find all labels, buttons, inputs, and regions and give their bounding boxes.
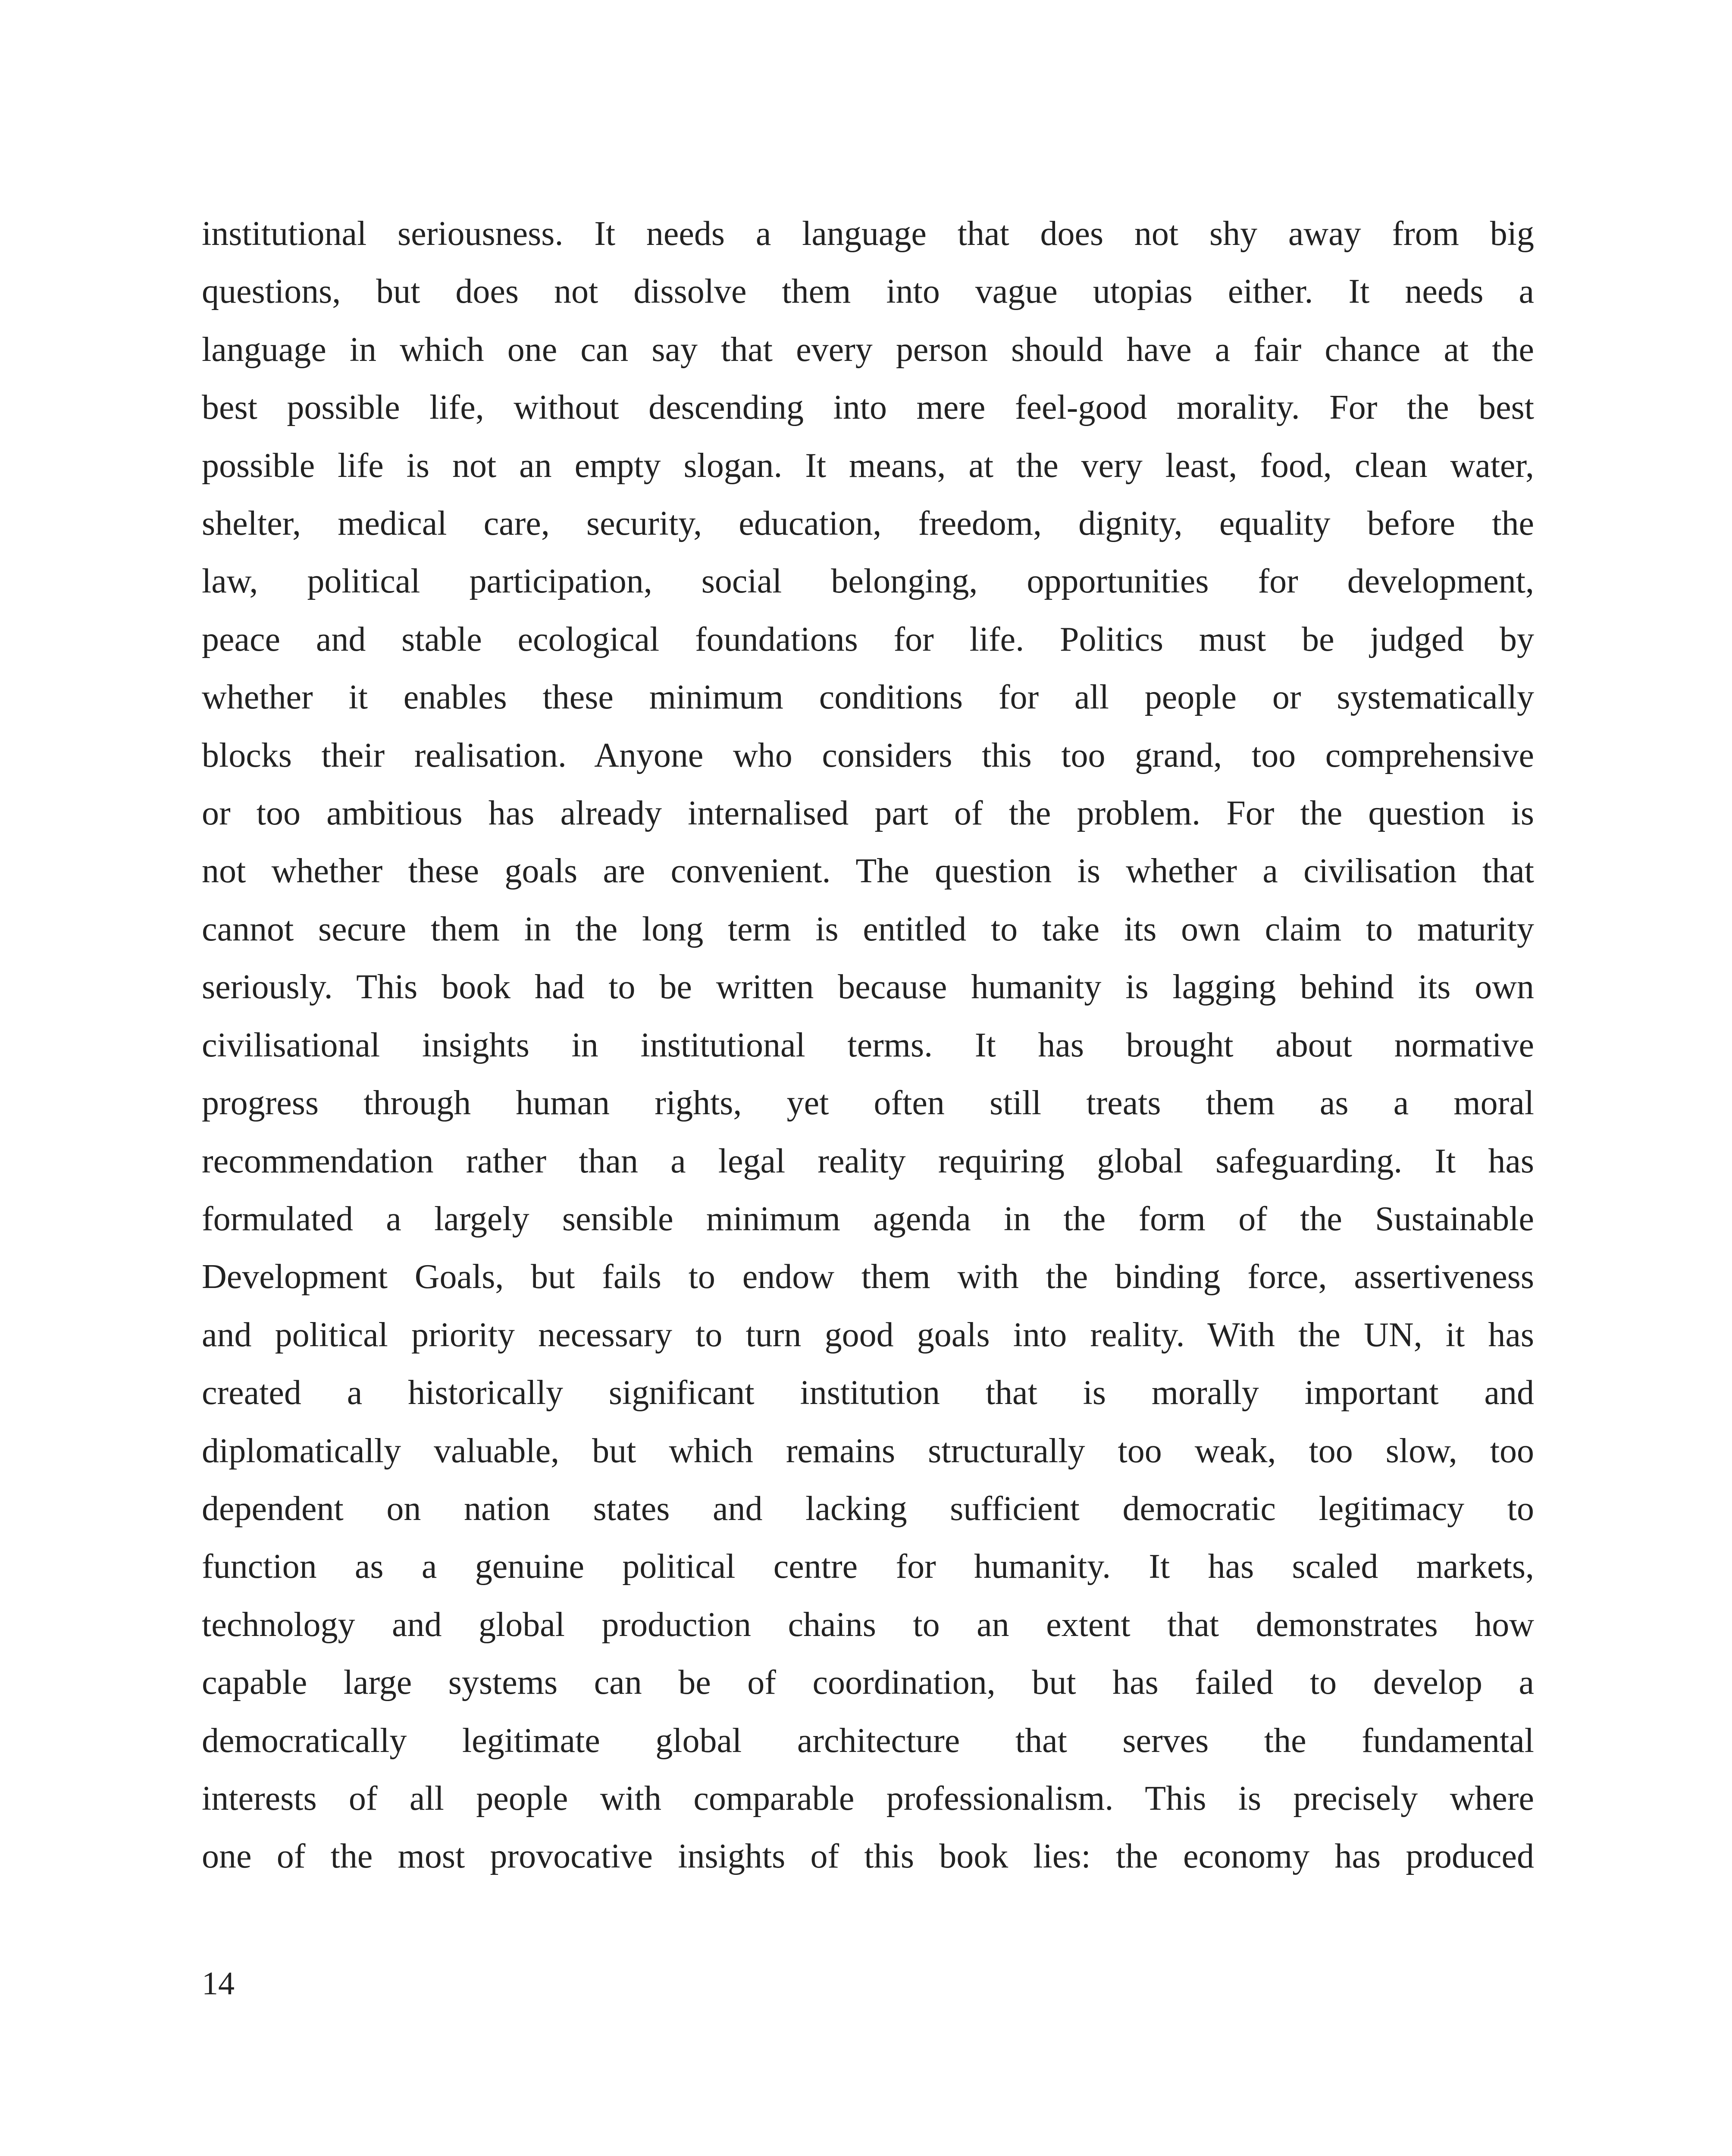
text-line: and political priority necessary to turn good goals into reality. With the UN, it has bbox=[202, 1316, 1534, 1354]
text-line: dependent on nation states and lacking sufficient democratic legitimacy to bbox=[202, 1489, 1534, 1528]
text-line: recommendation rather than a legal reality requiring global safeguarding. It has bbox=[202, 1142, 1534, 1180]
text-line: possible life is not an empty slogan. It means, at the very least, food, clean water, bbox=[202, 446, 1534, 485]
text-line: democratically legitimate global architecture that serves the fundamental bbox=[202, 1721, 1534, 1760]
text-line: best possible life, without descending into mere feel-good morality. For the best bbox=[202, 389, 1534, 427]
text-line: cannot secure them in the long term is entitled to take its own claim to maturity bbox=[202, 910, 1534, 948]
text-line: function as a genuine political centre for humanity. It has scaled markets, bbox=[202, 1548, 1534, 1586]
text-line: seriously. This book had to be written because humanity is lagging behind its own bbox=[202, 968, 1534, 1006]
text-line: peace and stable ecological foundations for life. Politics must be judged by bbox=[202, 620, 1534, 658]
text-line: institutional seriousness. It needs a language that does not shy away from big bbox=[202, 215, 1534, 253]
text-line: interests of all people with comparable professionalism. This is precisely where bbox=[202, 1779, 1534, 1818]
body-paragraph bbox=[202, 205, 1534, 1886]
text-line: diplomatically valuable, but which remains structurally too weak, too slow, too bbox=[202, 1432, 1534, 1470]
text-line: not whether these goals are convenient. The question is whether a civilisation that bbox=[202, 852, 1534, 890]
text-line: progress through human rights, yet often still treats them as a moral bbox=[202, 1084, 1534, 1122]
text-line: law, political participation, social belonging, opportunities for development, bbox=[202, 562, 1534, 601]
text-line: language in which one can say that every person should have a fair chance at the bbox=[202, 330, 1534, 369]
text-line: Development Goals, but fails to endow them with the binding force, assertiveness bbox=[202, 1258, 1534, 1296]
text-line: created a historically significant institution that is morally important and bbox=[202, 1374, 1534, 1412]
text-line: technology and global production chains to an extent that demonstrates how bbox=[202, 1605, 1534, 1644]
text-line: capable large systems can be of coordination, but has failed to develop a bbox=[202, 1664, 1534, 1702]
text-line: shelter, medical care, security, education, freedom, dignity, equality before the bbox=[202, 505, 1534, 543]
text-line: one of the most provocative insights of this book lies: the economy has produced bbox=[202, 1837, 1534, 1876]
text-line: blocks their realisation. Anyone who considers this too grand, too comprehensive bbox=[202, 736, 1534, 774]
text-line: or too ambitious has already internalised part of the problem. For the question is bbox=[202, 794, 1534, 833]
text-line: formulated a largely sensible minimum agenda in the form of the Sustainable bbox=[202, 1200, 1534, 1238]
page-number: 14 bbox=[202, 1965, 235, 2002]
text-line: questions, but does not dissolve them into vague utopias either. It needs a bbox=[202, 273, 1534, 311]
text-line: whether it enables these minimum conditions for all people or systematically bbox=[202, 678, 1534, 717]
text-line: civilisational insights in institutional terms. It has brought about normative bbox=[202, 1026, 1534, 1064]
